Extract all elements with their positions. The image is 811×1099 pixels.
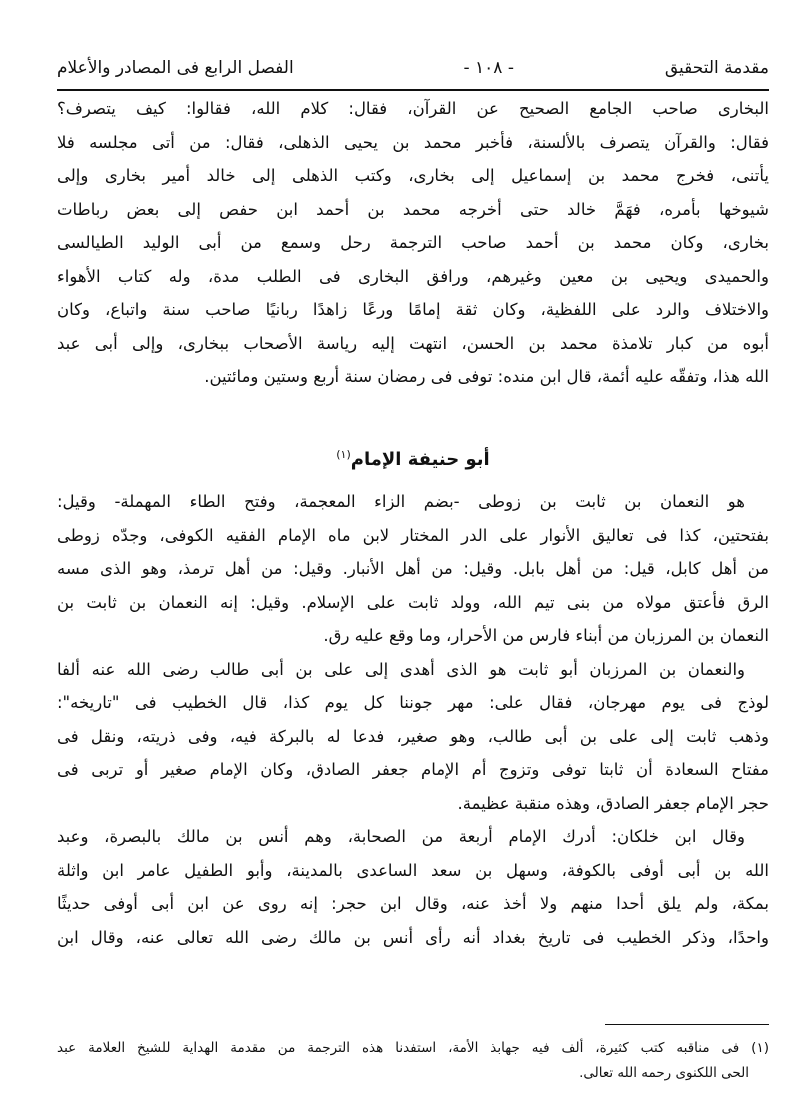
text-line: مفتاح السعادة أن ثابتا توفى وتزوج أم الإمام جعفر الصادق، وكان الإمام صغير أو تربى فى [57,760,769,779]
text-line: بمكة، ولم يلق أحدا منهم ولا أخذ عنه، وقال ابن حجر: إنه روى عن ابن أبى أوفى حديثًا [57,894,769,913]
section-heading-text: أبو حنيفة الإمام [350,449,490,470]
header-chapter-title: الفصل الرابع فى المصادر والأعلام [57,58,294,78]
footnote-line: الحى اللكنوى رحمه الله تعالى. [579,1065,749,1081]
header-book-section: مقدمة التحقيق [664,58,769,78]
paragraph-bukhari [57,92,769,394]
footnote-reference: (١) [336,448,351,461]
text-line: واحدًا، وذكر الخطيب فى تاريخ بغداد أنه رأى أنس بن مالك رضى الله تعالى عنه، وقال ابن [57,927,769,947]
text-line: الله هذا، وتفقّه عليه أئمة، قال ابن منده: توفى فى رمضان سنة أربع وستين ومائتين. [204,367,769,386]
text-line: هو النعمان بن ثابت بن زوطى -بضم الزاء المعجمة، وفتح الطاء المهملة- وقيل: [57,492,745,511]
text-line: النعمان بن المرزبان من أبناء فارس من الأحرار، وما وقع عليه رق. [323,626,769,645]
text-line: والحميدى ويحيى بن معين وغيرهم، ورافق البخارى فى الطلب مدة، وله كتاب الأهواء [57,266,769,286]
footnote [57,1036,769,1086]
text-line: حجر الإمام جعفر الصادق، وهذه منقبة عظيمة. [457,793,769,813]
text-line: الله بن أبى أوفى بالكوفة، وسهل بن سعد الساعدى بالمدينة، وأبو الطفيل عامر ابن واثلة [57,860,769,880]
text-line: البخارى صاحب الجامع الصحيح عن القرآن، فقال: كلام الله، فقالوا: كيف يتصرف؟ [57,99,769,118]
running-header [57,56,769,86]
text-line: والاختلاف والرد على اللفظية، وكان ثقة إمامًا ورعًا زاهدًا ربانيًا صاحب سنة واتباع، وكان [57,300,769,319]
text-line: وقال ابن خلكان: أدرك الإمام أربعة من الصحابة، وهم أنس بن مالك بالبصرة، وعبد [57,827,745,846]
main-text [57,485,769,954]
footnote-rule [605,1024,769,1025]
header-page-number: - ١٠٨ - [463,58,514,78]
section-heading [57,448,769,470]
text-line: فقال: والقرآن يتصرف بالألسنة، فأخبر محمد بن يحيى الذهلى، فقال: من أتى مجلسه فلا [57,132,769,152]
text-line: والنعمان بن المرزبان أبو ثابت هو الذى أهدى إلى على بن أبى طالب رضى الله عنه ألفا [57,659,745,679]
text-line: بفتحتين، كذا فى تعاليق الأنوار على الدر المختار لابن ماه الإمام الفقيه الكوفى، وجدّه زوطى [57,525,769,545]
text-line: بخارى، وكان محمد بن أحمد صاحب الترجمة رحل وسمع من أبى الوليد الطيالسى [57,233,769,252]
text-line: الرق فأعتق مولاه من بنى تيم الله، وولد ثابت على الإسلام. وقيل: إنه النعمان بن ثابت بن [57,592,769,612]
footnote-line: (١) فى مناقبه كتب كثيرة، ألف فيه جهابذ الأمة، استفدنا هذه الترجمة من مقدمة الهداية للشيخ العلامة عبد [57,1040,769,1056]
header-rule [57,89,769,91]
text-line: يأتنى، فخرج محمد بن إسماعيل إلى بخارى، وكتب الذهلى إلى خالد أمير بخارى وإلى [57,166,769,185]
text-line: شيوخها بأمره، فهَمَّ خالد حتى أخرجه محمد بن أحمد ابن حفص إلى بعض رباطات [57,199,769,219]
text-line: أبوه من كبار تلامذة محمد بن الحسن، انتهت إليه رياسة الأصحاب ببخارى، وإلى أبى عبد [57,333,769,353]
text-line: وذهب ثابت إلى على بن أبى طالب، وهو صغير، فدعا له بالبركة فيه، وفى ذريته، ونقل فى [57,726,769,746]
text-line: لوذج فى يوم مهرجان، فقال على: مهر جوننا كل يوم كذا، قال الخطيب فى "تاريخه": [57,693,769,712]
text-line: من أهل كابل، قيل: من أهل بابل. وقيل: من أهل الأنبار. وقيل: من أهل ترمذ، وهو الذى مسه [57,559,769,578]
